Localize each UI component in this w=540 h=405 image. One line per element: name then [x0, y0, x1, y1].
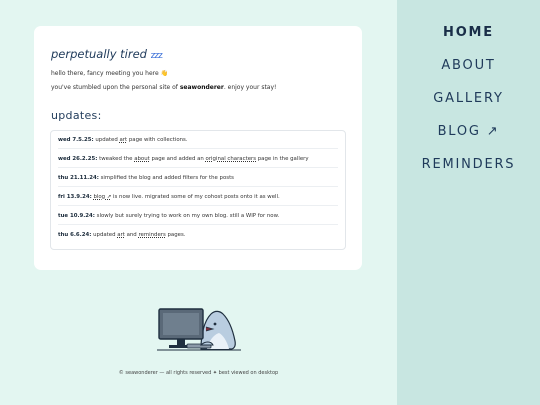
- update-text: page with collections.: [127, 137, 188, 143]
- updates-heading: updates:: [51, 109, 102, 122]
- nav-item-blog[interactable]: BLOG ↗: [437, 124, 500, 139]
- update-text: and: [124, 232, 139, 238]
- nav-item-about[interactable]: ABOUT: [441, 58, 496, 73]
- update-text: updated: [93, 137, 120, 143]
- reminders-link[interactable]: reminders: [138, 232, 166, 238]
- update-text: updated: [91, 232, 118, 238]
- update-text: pages.: [165, 232, 186, 238]
- nav-item-gallery[interactable]: GALLERY: [433, 91, 504, 106]
- intro-name: seawonderer: [179, 84, 224, 91]
- update-date: thu 21.11.24:: [58, 175, 99, 181]
- intro-prefix: you've stumbled upon the personal site of: [51, 84, 180, 91]
- site-title: [51, 47, 162, 61]
- shark-eye: [214, 323, 217, 326]
- zzz-icon: zzz: [150, 51, 162, 61]
- shark-computer-illustration: [157, 305, 241, 351]
- nav-item-home[interactable]: HOME: [443, 25, 494, 40]
- intro-suffix: . enjoy your stay!: [223, 84, 277, 91]
- list-item: [58, 188, 338, 206]
- about-link[interactable]: about: [134, 156, 150, 162]
- sidebar-nav: [397, 0, 540, 405]
- update-date: fri 13.9.24:: [58, 194, 92, 200]
- waving-hand-icon: 👋: [160, 70, 169, 77]
- site-footer: © seawonderer — all rights reserved ✦ best viewed on desktop: [118, 370, 279, 376]
- greeting-line: [51, 70, 168, 77]
- list-item: [58, 169, 338, 187]
- monitor-stand: [177, 339, 185, 345]
- update-date: wed 26.2.25:: [58, 156, 98, 162]
- list-item: [58, 131, 338, 149]
- update-text: page in the gallery: [256, 156, 309, 162]
- list-item: [58, 150, 338, 168]
- updates-list: [50, 130, 346, 250]
- update-date: wed 7.5.25:: [58, 137, 94, 143]
- site-title-text: perpetually tired: [51, 47, 147, 61]
- main-card: [34, 26, 362, 270]
- blog-link[interactable]: blog ↗: [93, 194, 112, 200]
- list-item: [58, 226, 338, 244]
- list-item: [58, 207, 338, 225]
- update-date: tue 10.9.24:: [58, 213, 95, 219]
- intro-line: [51, 84, 276, 91]
- art-link[interactable]: art: [119, 137, 128, 143]
- original-characters-link[interactable]: original characters: [205, 156, 257, 162]
- update-text: is now live. migrated some of my cohost posts onto it as well.: [111, 194, 280, 200]
- update-text: simplified the blog and added filters for the posts: [98, 175, 234, 181]
- update-text: page and added an: [149, 156, 206, 162]
- update-text: slowly but surely trying to work on my own blog. still a WIP for now.: [94, 213, 280, 219]
- nav-item-reminders[interactable]: REMINDERS: [421, 157, 516, 172]
- update-text: tweaked the: [97, 156, 135, 162]
- update-date: thu 6.6.24:: [58, 232, 92, 238]
- art-link[interactable]: art: [117, 232, 125, 238]
- monitor-screen: [163, 313, 199, 335]
- greeting-text: hello there, fancy meeting you here: [51, 70, 159, 77]
